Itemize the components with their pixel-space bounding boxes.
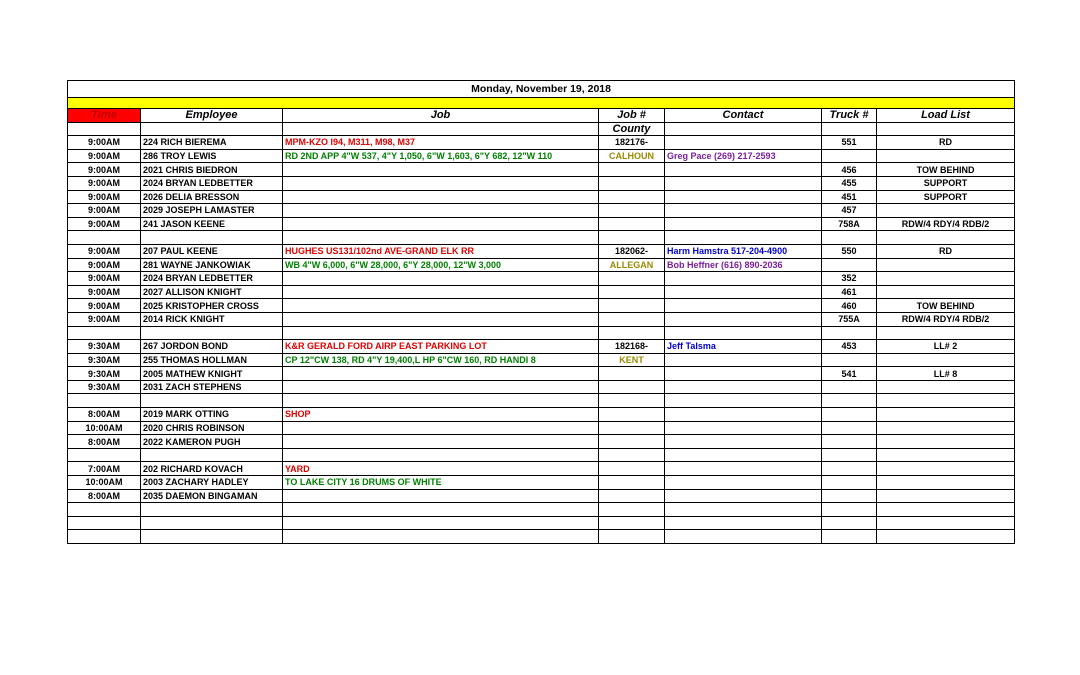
yellow-band-row [68,98,1015,109]
cell-truck [822,421,877,435]
cell-contact [665,163,822,177]
cell-truck: 352 [822,272,877,286]
table-row [68,503,1015,517]
cell-truck [822,435,877,449]
cell-truck [822,516,877,530]
cell-contact [665,367,822,381]
cell-contact [665,476,822,490]
cell-job [283,367,599,381]
cell-job: WB 4"W 6,000, 6"W 28,000, 6"Y 28,000, 12"W 3,000 [283,258,599,272]
cell-time: 9:30AM [68,380,141,394]
table-row [68,190,1015,204]
cell-contact [665,272,822,286]
cell-time: 10:00AM [68,421,141,435]
cell-load-list: TOW BEHIND [877,163,1015,177]
cell-employee: 2021 CHRIS BIEDRON [141,163,283,177]
table-row [68,204,1015,218]
cell-contact [665,380,822,394]
cell-truck: 550 [822,244,877,258]
table-row [68,530,1015,544]
cell-job [283,394,599,408]
cell-load-list [877,258,1015,272]
cell-employee: 2003 ZACHARY HADLEY [141,476,283,490]
cell-truck [822,394,877,408]
cell-time [68,516,141,530]
cell-employee [141,326,283,340]
cell-load-list: SUPPORT [877,176,1015,190]
cell-truck [822,462,877,476]
subheader-row [68,122,1015,136]
cell-employee: 2014 RICK KNIGHT [141,312,283,326]
cell-job: HUGHES US131/102nd AVE-GRAND ELK RR [283,244,599,258]
table-row [68,421,1015,435]
cell-job [283,516,599,530]
table-row [68,217,1015,231]
cell-contact [665,326,822,340]
cell-job [283,503,599,517]
cell-job [283,448,599,462]
cell-employee: 2026 DELIA BRESSON [141,190,283,204]
cell-job-number: 182176- [599,136,665,150]
header-time: Time [68,109,141,123]
cell-truck [822,326,877,340]
cell-contact [665,176,822,190]
cell-job-number [599,408,665,422]
cell-truck: 451 [822,190,877,204]
cell-job [283,299,599,313]
subheader-empty [822,122,877,136]
cell-time [68,394,141,408]
cell-job [283,421,599,435]
cell-contact [665,394,822,408]
table-row [68,299,1015,313]
table-row [68,149,1015,163]
cell-truck: 541 [822,367,877,381]
cell-load-list: LL# 8 [877,367,1015,381]
cell-job-number [599,190,665,204]
cell-job [283,217,599,231]
cell-employee: 2029 JOSEPH LAMASTER [141,204,283,218]
cell-truck [822,503,877,517]
cell-load-list [877,380,1015,394]
cell-load-list [877,408,1015,422]
cell-truck [822,530,877,544]
title-row [68,81,1015,98]
cell-truck [822,489,877,503]
cell-time: 9:00AM [68,136,141,150]
cell-employee: 2024 BRYAN LEDBETTER [141,272,283,286]
cell-job [283,231,599,245]
table-row [68,231,1015,245]
cell-contact [665,136,822,150]
cell-employee: 2027 ALLISON KNIGHT [141,285,283,299]
cell-job-number [599,462,665,476]
cell-time: 9:00AM [68,285,141,299]
cell-load-list [877,462,1015,476]
cell-contact: Bob Heffner (616) 890-2036 [665,258,822,272]
schedule-table [67,80,1015,544]
cell-load-list [877,204,1015,218]
cell-truck [822,258,877,272]
cell-truck: 460 [822,299,877,313]
cell-time: 9:00AM [68,217,141,231]
header-county: County [599,122,665,136]
table-row [68,408,1015,422]
cell-contact [665,312,822,326]
cell-contact [665,462,822,476]
cell-employee: 281 WAYNE JANKOWIAK [141,258,283,272]
cell-time: 9:00AM [68,190,141,204]
cell-time: 8:00AM [68,408,141,422]
cell-contact: Harm Hamstra 517-204-4900 [665,244,822,258]
cell-job-number [599,326,665,340]
cell-time: 9:30AM [68,353,141,367]
cell-employee: 2035 DAEMON BINGAMAN [141,489,283,503]
table-row [68,380,1015,394]
table-row [68,489,1015,503]
header-truck: Truck # [822,109,877,123]
cell-truck: 461 [822,285,877,299]
cell-job: RD 2ND APP 4"W 537, 4"Y 1,050, 6"W 1,603, 6"Y 682, 12"W 110 [283,149,599,163]
cell-time: 8:00AM [68,489,141,503]
table-row [68,176,1015,190]
cell-load-list [877,353,1015,367]
cell-time: 9:00AM [68,312,141,326]
cell-time: 9:00AM [68,272,141,286]
cell-truck: 758A [822,217,877,231]
table-row [68,136,1015,150]
cell-job-number [599,476,665,490]
cell-job-number [599,163,665,177]
cell-employee: 224 RICH BIEREMA [141,136,283,150]
subheader-empty [141,122,283,136]
cell-truck: 755A [822,312,877,326]
cell-load-list [877,489,1015,503]
cell-job-number [599,285,665,299]
cell-load-list [877,231,1015,245]
cell-job: SHOP [283,408,599,422]
cell-employee [141,516,283,530]
subheader-empty [283,122,599,136]
cell-truck [822,408,877,422]
table-row [68,312,1015,326]
cell-contact: Jeff Talsma [665,340,822,354]
header-contact: Contact [665,109,822,123]
cell-job-number [599,503,665,517]
cell-job: TO LAKE CITY 16 DRUMS OF WHITE [283,476,599,490]
cell-load-list: TOW BEHIND [877,299,1015,313]
cell-truck [822,448,877,462]
cell-time: 9:00AM [68,299,141,313]
cell-job: CP 12"CW 138, RD 4"Y 19,400,L HP 6"CW 160, RD HANDI 8 [283,353,599,367]
cell-job-number [599,299,665,313]
cell-employee: 202 RICHARD KOVACH [141,462,283,476]
cell-job [283,326,599,340]
cell-load-list: LL# 2 [877,340,1015,354]
subheader-empty [665,122,822,136]
cell-job-number [599,516,665,530]
cell-employee: 2019 MARK OTTING [141,408,283,422]
cell-job-number [599,394,665,408]
cell-truck: 453 [822,340,877,354]
header-job-number: Job # [599,109,665,123]
cell-load-list [877,530,1015,544]
cell-truck: 456 [822,163,877,177]
cell-job-number [599,435,665,449]
cell-load-list: SUPPORT [877,190,1015,204]
cell-job [283,176,599,190]
table-row [68,516,1015,530]
cell-truck: 551 [822,136,877,150]
table-row [68,476,1015,490]
cell-contact [665,489,822,503]
table-row [68,326,1015,340]
cell-load-list: RDW/4 RDY/4 RDB/2 [877,312,1015,326]
cell-job-number [599,530,665,544]
cell-truck [822,380,877,394]
table-row [68,353,1015,367]
cell-time: 9:00AM [68,149,141,163]
cell-time: 9:00AM [68,244,141,258]
cell-time [68,231,141,245]
cell-time: 9:30AM [68,367,141,381]
cell-job [283,312,599,326]
cell-load-list [877,516,1015,530]
cell-truck [822,149,877,163]
cell-load-list [877,272,1015,286]
table-row [68,394,1015,408]
cell-employee: 2020 CHRIS ROBINSON [141,421,283,435]
table-row [68,340,1015,354]
cell-contact [665,353,822,367]
cell-job [283,285,599,299]
cell-time [68,530,141,544]
cell-employee [141,448,283,462]
subheader-empty [68,122,141,136]
cell-load-list [877,421,1015,435]
cell-job-number [599,380,665,394]
header-load-list: Load List [877,109,1015,123]
cell-job [283,489,599,503]
cell-job-number [599,231,665,245]
cell-employee: 207 PAUL KEENE [141,244,283,258]
table-row [68,285,1015,299]
header-employee: Employee [141,109,283,123]
cell-job: MPM-KZO I94, M311, M98, M37 [283,136,599,150]
cell-job-number [599,176,665,190]
cell-load-list: RD [877,244,1015,258]
header-job: Job [283,109,599,123]
cell-time: 9:00AM [68,258,141,272]
cell-job-number [599,421,665,435]
cell-load-list [877,149,1015,163]
cell-contact [665,299,822,313]
cell-load-list: RD [877,136,1015,150]
subheader-empty [877,122,1015,136]
cell-job [283,435,599,449]
cell-employee: 2005 MATHEW KNIGHT [141,367,283,381]
cell-contact [665,231,822,245]
cell-truck: 455 [822,176,877,190]
cell-employee [141,503,283,517]
cell-contact [665,190,822,204]
cell-contact [665,516,822,530]
cell-job [283,272,599,286]
cell-job-number [599,217,665,231]
cell-time [68,448,141,462]
cell-contact [665,421,822,435]
cell-employee: 2022 KAMERON PUGH [141,435,283,449]
cell-job-number: KENT [599,353,665,367]
cell-job-number: 182168- [599,340,665,354]
cell-load-list: RDW/4 RDY/4 RDB/2 [877,217,1015,231]
cell-employee [141,530,283,544]
cell-employee: 2024 BRYAN LEDBETTER [141,176,283,190]
cell-job [283,163,599,177]
cell-contact [665,217,822,231]
cell-employee [141,231,283,245]
cell-employee: 2031 ZACH STEPHENS [141,380,283,394]
cell-load-list [877,326,1015,340]
cell-job-number [599,448,665,462]
cell-time: 10:00AM [68,476,141,490]
table-row [68,272,1015,286]
cell-job-number: 182062- [599,244,665,258]
cell-load-list [877,435,1015,449]
cell-job [283,190,599,204]
table-row [68,367,1015,381]
cell-employee: 241 JASON KEENE [141,217,283,231]
cell-contact [665,503,822,517]
cell-time: 8:00AM [68,435,141,449]
table-row [68,163,1015,177]
cell-time: 9:00AM [68,204,141,218]
cell-job [283,380,599,394]
cell-time [68,326,141,340]
table-row [68,448,1015,462]
cell-employee: 255 THOMAS HOLLMAN [141,353,283,367]
cell-contact [665,285,822,299]
cell-job-number [599,272,665,286]
cell-contact [665,435,822,449]
cell-employee [141,394,283,408]
cell-employee: 267 JORDON BOND [141,340,283,354]
cell-time: 9:00AM [68,176,141,190]
cell-truck [822,476,877,490]
cell-contact [665,408,822,422]
cell-employee: 2025 KRISTOPHER CROSS [141,299,283,313]
sheet-title: Monday, November 19, 2018 [68,81,1015,98]
cell-job [283,530,599,544]
cell-contact [665,204,822,218]
header-row [68,109,1015,123]
cell-load-list [877,448,1015,462]
cell-contact [665,530,822,544]
cell-contact [665,448,822,462]
cell-time: 9:30AM [68,340,141,354]
cell-truck [822,353,877,367]
cell-load-list [877,394,1015,408]
cell-employee: 286 TROY LEWIS [141,149,283,163]
cell-job-number [599,489,665,503]
cell-job [283,204,599,218]
table-row [68,435,1015,449]
cell-truck [822,231,877,245]
cell-load-list [877,503,1015,517]
yellow-band [68,98,1015,109]
cell-job-number [599,312,665,326]
cell-contact: Greg Pace (269) 217-2593 [665,149,822,163]
cell-time: 7:00AM [68,462,141,476]
cell-load-list [877,476,1015,490]
cell-time: 9:00AM [68,163,141,177]
cell-truck: 457 [822,204,877,218]
cell-job-number [599,367,665,381]
table-row [68,244,1015,258]
table-row [68,462,1015,476]
cell-job: K&R GERALD FORD AIRP EAST PARKING LOT [283,340,599,354]
cell-job-number: CALHOUN [599,149,665,163]
cell-time [68,503,141,517]
cell-job: YARD [283,462,599,476]
cell-job-number [599,204,665,218]
cell-job-number: ALLEGAN [599,258,665,272]
table-row [68,258,1015,272]
cell-load-list [877,285,1015,299]
